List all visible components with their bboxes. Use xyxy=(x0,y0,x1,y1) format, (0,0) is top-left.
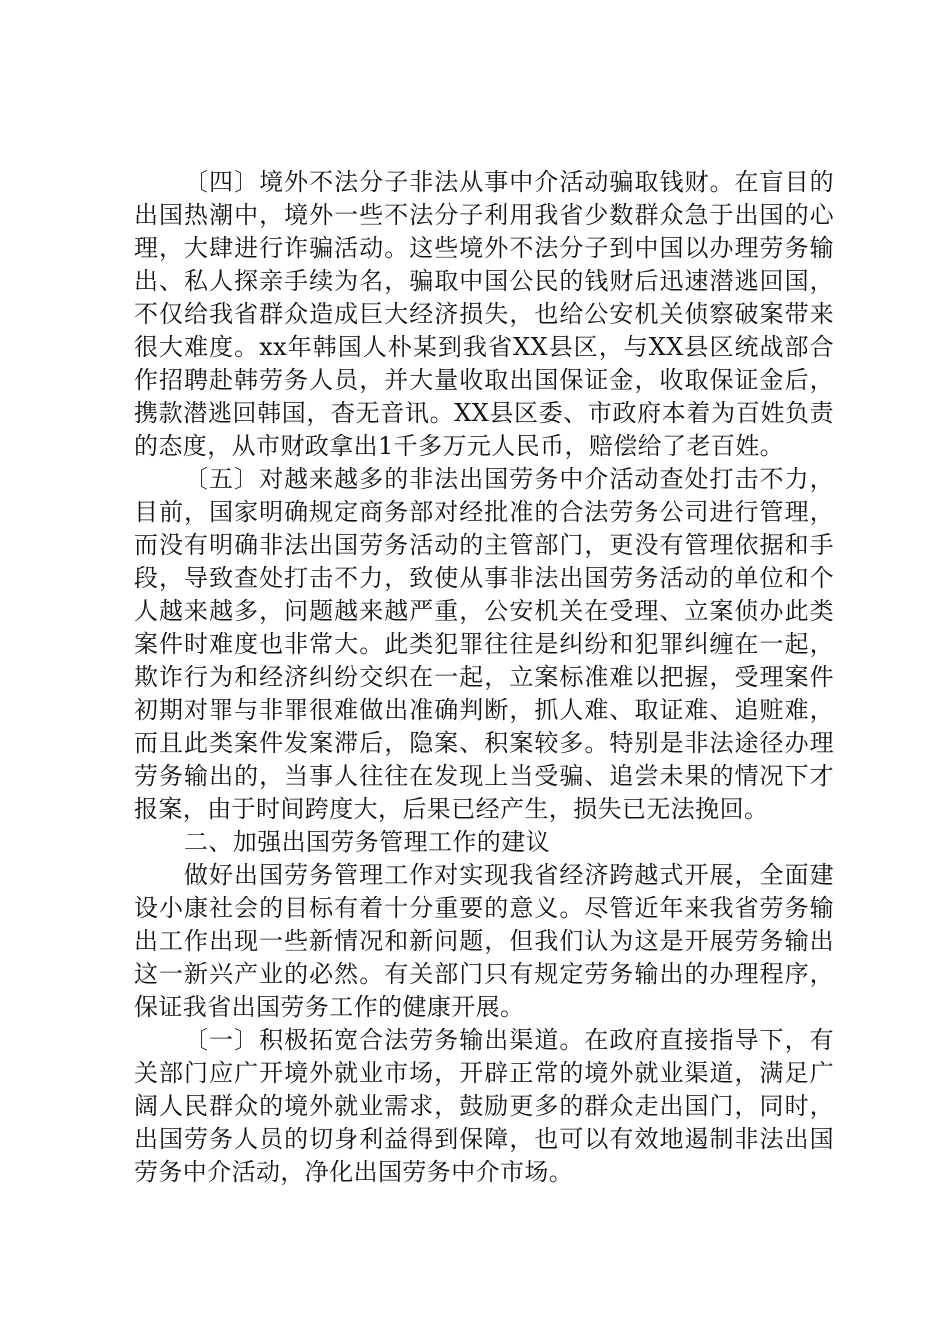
paragraph-section-five: 〔五〕对越来越多的非法出国劳务中介活动查处打击不力，目前，国家明确规定商务部对经批准的合法劳务公司进行管理，而没有明确非法出国劳务活动的主管部门，更没有管理依据和手段，导致查处打击不力，致使从事非法出国劳务活动的单位和个人越来越多，问题越来越严重，公安机关在受理、立案侦办此类案件时难度也非常大。此类犯罪往往是纠纷和犯罪纠缠在一起，欺诈行为和经济纠纷交织在一起，立案标准难以把握，受理案件初期对罪与非罪很难做出准确判断，抓人难、取证难、追赃难，而且此类案件发案滞后，隐案、积案较多。特别是非法途径办理劳务输出的，当事人往往在发现上当受骗、追尝未果的情况下才报案，由于时间跨度大，后果已经产生，损失已无法挽回。 xyxy=(134,465,834,823)
paragraph-suggestion-one: 〔一〕积极拓宽合法劳务输出渠道。在政府直接指导下，有关部门应广开境外就业市场，开辟正常的境外就业渠道，满足广阔人民群众的境外就业需求，鼓励更多的群众走出国门，同时，出国劳务人员的切身利益得到保障，也可以有效地遏制非法出国劳务中介活动，净化出国劳务中介市场。 xyxy=(134,1026,834,1186)
paragraph-section-four: 〔四〕境外不法分子非法从事中介活动骗取钱财。在盲目的出国热潮中，境外一些不法分子利用我省少数群众急于出国的心理，大肆进行诈骗活动。这些境外不法分子到中国以办理劳务输出、私人探亲手续为名，骗取中国公民的钱财后迅速潜逃回国，不仅给我省群众造成巨大经济损失，也给公安机关侦察破案带来很大难度。xx年韩国人朴某到我省XX县区，与XX县区统战部合作招聘赴韩劳务人员，并大量收取出国保证金，收取保证金后，携款潜逃回韩国，杳无音讯。XX县区委、市政府本着为百姓负责的态度，从市财政拿出1千多万元人民币，赔偿给了老百姓。 xyxy=(134,168,834,460)
section-heading: 二、加强出国劳务管理工作的建议 xyxy=(184,828,550,856)
paragraph-intro-suggestions: 做好出国劳务管理工作对实现我省经济跨越式开展，全面建设小康社会的目标有着十分重要的意义。尽管近年来我省劳务输出工作出现一些新情况和新问题，但我们认为这是开展劳务输出这一新兴产业的必然。有关部门只有规定劳务输出的办理程序，保证我省出国劳务工作的健康开展。 xyxy=(134,861,834,1021)
document-body xyxy=(134,166,834,1189)
